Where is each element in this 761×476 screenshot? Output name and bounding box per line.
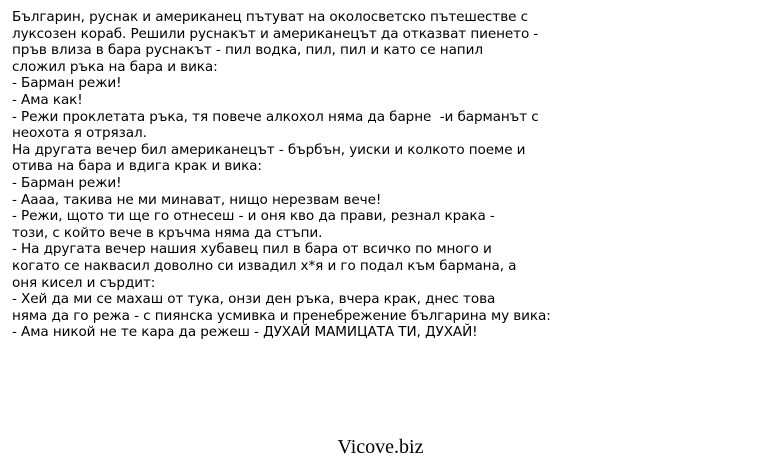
joke-line: оня кисел и сърдит: xyxy=(12,274,156,291)
joke-line: - Ама как! xyxy=(12,91,83,108)
joke-line: неохота я отрязал. xyxy=(12,125,147,142)
joke-line: отива на бара и вдига крак и вика: xyxy=(12,158,262,175)
joke-line: Българин, руснак и американец пътуват на околосветско пътешестве с xyxy=(12,9,528,25)
joke-line: когато се наквасил доволно си извадил х*я и го подал към бармана, а xyxy=(12,257,517,274)
joke-text xyxy=(12,9,757,341)
joke-line: - Аааа, такива не ми минават, нищо нерезвам вече! xyxy=(12,191,382,208)
joke-line: пръв влиза в бара руснакът - пил водка, пил, пил и като се напил xyxy=(12,42,483,59)
joke-line: - Режи проклетата ръка, тя повече алкохол няма да барне -и барманът с xyxy=(12,108,539,125)
joke-line: - На другата вечер нашия хубавец пил в бара от всичко по много и xyxy=(12,241,492,258)
joke-line: - Барман режи! xyxy=(12,75,122,92)
joke-line: луксозен кораб. Решили руснакът и американецът да отказват пиенето - xyxy=(12,25,539,42)
joke-line: няма да го режа - с пиянска усмивка и пренебрежение българина му вика: xyxy=(12,307,551,324)
joke-line: - Барман режи! xyxy=(12,174,122,191)
joke-line: - Ама никой не те кара да режеш - ДУХАЙ МАМИЦАТА ТИ, ДУХАЙ! xyxy=(12,324,478,341)
joke-line: На другата вечер бил американецът - бърбън, уиски и колкото поеме и xyxy=(12,141,526,158)
joke-line: - Хей да ми се махаш от тука, онзи ден ръка, вчера крак, днес това xyxy=(12,291,496,308)
joke-line: сложил ръка на бара и вика: xyxy=(12,58,218,75)
site-watermark: Vicove.biz xyxy=(337,436,424,458)
joke-line: - Режи, щото ти ще го отнесеш - и оня кво да прави, резнал крака - xyxy=(12,208,495,225)
joke-line: този, с който вече в кръчма няма да стъпи. xyxy=(12,224,323,241)
